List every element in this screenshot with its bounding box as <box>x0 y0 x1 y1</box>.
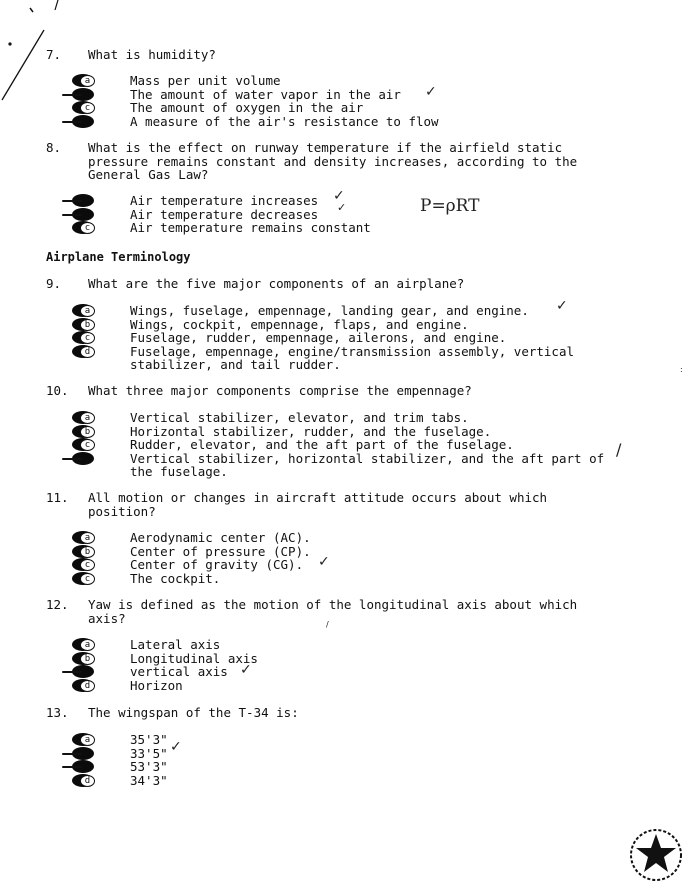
bubble-a: a <box>62 733 102 747</box>
bubble-b: b <box>62 425 102 439</box>
option-a: Lateral axis <box>130 637 221 652</box>
question-number: 11. <box>46 490 69 505</box>
bubble-c <box>62 760 102 774</box>
options-11 <box>130 531 650 585</box>
option-b: Horizontal stabilizer, rudder, and the fuselage. <box>130 423 492 439</box>
question-text: What is humidity? <box>88 47 216 62</box>
bubble-b <box>62 88 102 102</box>
check-mark: ✓ <box>240 662 252 678</box>
answer-bubbles-11 <box>62 531 102 585</box>
bubble-d <box>62 115 102 129</box>
option-d: A measure of the air's resistance to flow <box>130 113 439 129</box>
bubble-b <box>62 747 102 761</box>
option-c: 53'3" <box>130 759 168 774</box>
bubble-c: c <box>62 558 102 572</box>
question-text: What are the five major components of an airplane? <box>88 276 465 291</box>
answer-bubbles-8 <box>62 194 102 235</box>
question-number: 7. <box>46 47 62 62</box>
question-text: All motion or changes in aircraft attitude occurs about which position? <box>88 490 555 519</box>
option-b: 33'5" <box>130 745 168 761</box>
option-d: Horizon <box>130 677 183 693</box>
option-a: Air temperature increases <box>130 193 319 208</box>
bubble-b <box>62 208 102 222</box>
bubble-a: a <box>62 531 102 545</box>
answer-bubbles-10 <box>62 411 102 465</box>
option-b: The amount of water vapor in the air <box>130 86 401 102</box>
question-number: 10. <box>46 383 69 398</box>
answer-bubbles-9 <box>62 304 102 358</box>
option-a: Aerodynamic center (AC). <box>130 530 311 545</box>
stray-mark: : <box>680 365 683 374</box>
option-a: Wings, fuselage, empennage, landing gear, and engine. <box>130 303 529 318</box>
bubble-c: c <box>62 331 102 345</box>
check-mark: / <box>616 440 622 459</box>
question-number: 8. <box>46 140 62 155</box>
options-10 <box>130 411 650 479</box>
options-7 <box>130 74 650 128</box>
check-mark: ✓ <box>556 298 568 314</box>
option-d: 34'3" <box>130 772 168 788</box>
option-b: Center of pressure (CP). <box>130 543 311 559</box>
check-mark: ✓ <box>337 201 347 214</box>
bubble-c2: c <box>62 572 102 586</box>
bubble-d: d <box>62 679 102 693</box>
option-a: Mass per unit volume <box>130 73 281 88</box>
bubble-a: a <box>62 304 102 318</box>
answer-bubbles-13 <box>62 733 102 787</box>
option-d: Fuselage, empennage, engine/transmission assembly, vertical stabilizer, and tail rudder. <box>130 343 575 372</box>
option-b: Wings, cockpit, empennage, flaps, and engine. <box>130 316 469 332</box>
bubble-d: d <box>62 774 102 788</box>
question-text: What three major components comprise the empennage? <box>88 383 472 398</box>
option-c: Air temperature remains constant <box>130 220 371 235</box>
bubble-c: c <box>62 101 102 115</box>
option-c: vertical axis <box>130 664 228 679</box>
answer-bubbles-7 <box>62 74 102 128</box>
bubble-a: a <box>62 74 102 88</box>
bubble-c: c <box>62 438 102 452</box>
option-d: Vertical stabilizer, horizontal stabilizer, and the aft part of the fuselage. <box>130 450 605 479</box>
question-text: The wingspan of the T-34 is: <box>88 705 299 720</box>
bubble-b: b <box>62 318 102 332</box>
bubble-d <box>62 452 102 466</box>
options-13 <box>130 733 650 787</box>
bubble-a: a <box>62 411 102 425</box>
options-9 <box>130 304 650 372</box>
bubble-c: c <box>62 221 102 235</box>
options-12 <box>130 638 650 692</box>
bubble-b: b <box>62 652 102 666</box>
option-c: Center of gravity (CG). <box>130 557 304 572</box>
bubble-a <box>62 194 102 208</box>
handwritten-formula: P=ρRT <box>420 196 480 216</box>
check-mark: ✓ <box>170 739 182 755</box>
bubble-a: a <box>62 638 102 652</box>
option-a: Vertical stabilizer, elevator, and trim tabs. <box>130 410 469 425</box>
option-c: The amount of oxygen in the air <box>130 100 364 115</box>
bubble-d: d <box>62 345 102 359</box>
option-c: Rudder, elevator, and the aft part of the fuselage. <box>130 437 514 452</box>
option-d: The cockpit. <box>130 570 221 586</box>
option-a: 35'3" <box>130 732 168 747</box>
bubble-c <box>62 665 102 679</box>
option-b: Air temperature decreases <box>130 206 319 222</box>
question-number: 9. <box>46 276 62 291</box>
options-8 <box>130 194 650 235</box>
question-number: 12. <box>46 597 69 612</box>
stray-mark: / <box>326 620 329 629</box>
check-mark: ✓ <box>333 188 345 204</box>
check-mark: ✓ <box>425 84 437 100</box>
question-number: 13. <box>46 705 69 720</box>
answer-bubbles-12 <box>62 638 102 692</box>
bubble-b: b <box>62 545 102 559</box>
question-text: Yaw is defined as the motion of the longitudinal axis about which axis? <box>88 597 585 626</box>
option-c: Fuselage, rudder, empennage, ailerons, and engine. <box>130 330 507 345</box>
check-mark: ✓ <box>318 554 330 570</box>
option-b: Longitudinal axis <box>130 650 258 666</box>
section-heading: Airplane Terminology <box>46 250 191 264</box>
star-stamp <box>626 826 686 884</box>
question-text: What is the effect on runway temperature if the airfield static pressure remains constant and density increases, according to the General Gas Law? <box>88 140 585 182</box>
